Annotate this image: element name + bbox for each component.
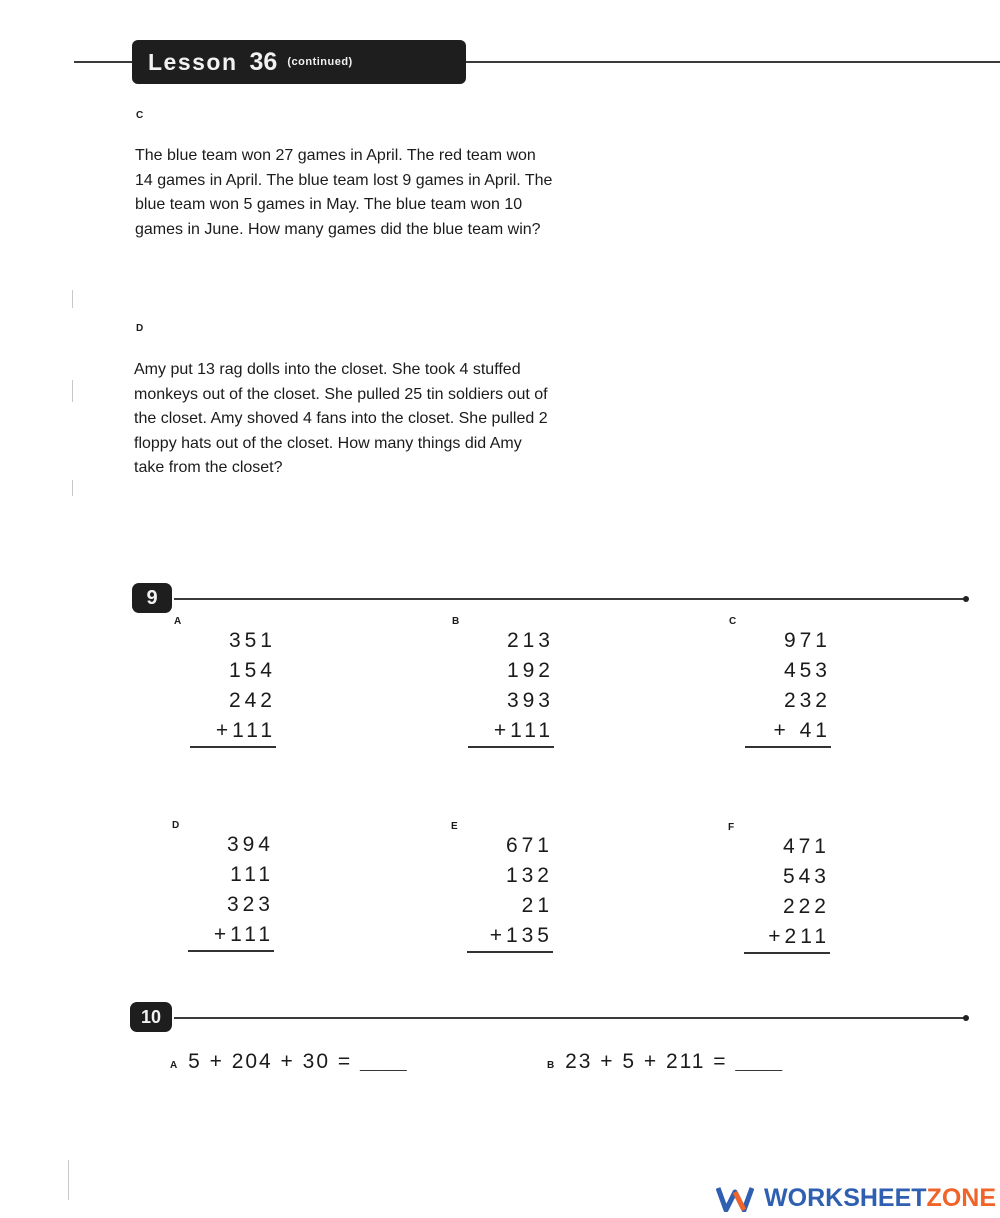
equation-label: B: [547, 1060, 555, 1071]
worksheetzone-logo: [716, 1184, 996, 1213]
addend: 213: [506, 629, 554, 652]
problem-label: E: [451, 821, 458, 832]
section-9-badge: 9: [132, 583, 172, 613]
section-10-rule-dot: [963, 1015, 969, 1021]
problem-label: B: [452, 616, 460, 627]
word-problem-label: C: [136, 110, 144, 121]
lesson-title-badge: [132, 40, 466, 84]
addend: 971: [783, 629, 831, 652]
word-problem-text: Amy put 13 rag dolls into the closet. She took 4 stuffed monkeys out of the closet. She pulled 25 tin soldiers out of the closet. Amy shoved 4 fans into the closet. She pulled 2 floppy hats out of the closet. How many things did Amy take from the closet?: [134, 361, 548, 477]
addend-last: +111: [188, 920, 274, 952]
addend: 453: [783, 659, 831, 682]
addend: 132: [505, 864, 553, 887]
problem-label: F: [728, 822, 735, 833]
addend: 222: [782, 895, 830, 918]
problem-label: C: [729, 616, 737, 627]
addend: 154: [228, 659, 276, 682]
addend: 242: [228, 689, 276, 712]
worksheetzone-w-icon: [716, 1186, 754, 1212]
addend: 232: [783, 689, 831, 712]
addend-last: +135: [467, 921, 553, 953]
equation: [547, 1050, 782, 1074]
addend-last: +111: [190, 716, 276, 748]
addend: 393: [506, 689, 554, 712]
problem-label: A: [174, 616, 182, 627]
addend: 671: [505, 834, 553, 857]
addend: 111: [230, 863, 274, 886]
lesson-number: 36: [249, 47, 278, 76]
answer-blank[interactable]: ______: [359, 1055, 407, 1071]
answer-blank[interactable]: ______: [735, 1055, 783, 1071]
addend-last: + 41: [745, 716, 831, 748]
section-9-rule: [174, 598, 966, 600]
equation-expression: 23 + 5 + 211 =: [565, 1050, 728, 1073]
logo-text-worksheet: WORKSHEET: [764, 1184, 927, 1212]
equation: [170, 1050, 407, 1074]
problem-label: D: [172, 820, 180, 831]
addend-last: +111: [468, 716, 554, 748]
section-10-rule: [174, 1017, 966, 1019]
margin-mark: [72, 380, 73, 402]
margin-mark: [72, 480, 73, 496]
addend: 21: [521, 894, 553, 917]
addend: 351: [228, 629, 276, 652]
addend: 323: [226, 893, 274, 916]
section-9-rule-dot: [963, 596, 969, 602]
header-rule-left: [74, 61, 134, 63]
addend-last: +211: [744, 922, 830, 954]
lesson-continued-label: (continued): [287, 56, 353, 68]
addend: 471: [782, 835, 830, 858]
word-problem-text: The blue team won 27 games in April. The red team won 14 games in April. The blue team lost 9 games in April. The blue team won 5 games in May. The blue team won 10 games in June. How many games did the blue team win?: [135, 147, 553, 238]
logo-text-zone: ZONE: [926, 1184, 996, 1212]
addend: 543: [782, 865, 830, 888]
header-rule-right: [466, 61, 1000, 63]
lesson-label: Lesson: [148, 48, 238, 75]
equation-label: A: [170, 1060, 178, 1071]
addend: 394: [226, 833, 274, 856]
equation-expression: 5 + 204 + 30 =: [188, 1050, 353, 1073]
margin-mark: [72, 290, 73, 308]
margin-mark: [68, 1160, 69, 1200]
word-problem-label: D: [136, 323, 144, 334]
section-10-badge: 10: [130, 1002, 172, 1032]
addend: 192: [506, 659, 554, 682]
